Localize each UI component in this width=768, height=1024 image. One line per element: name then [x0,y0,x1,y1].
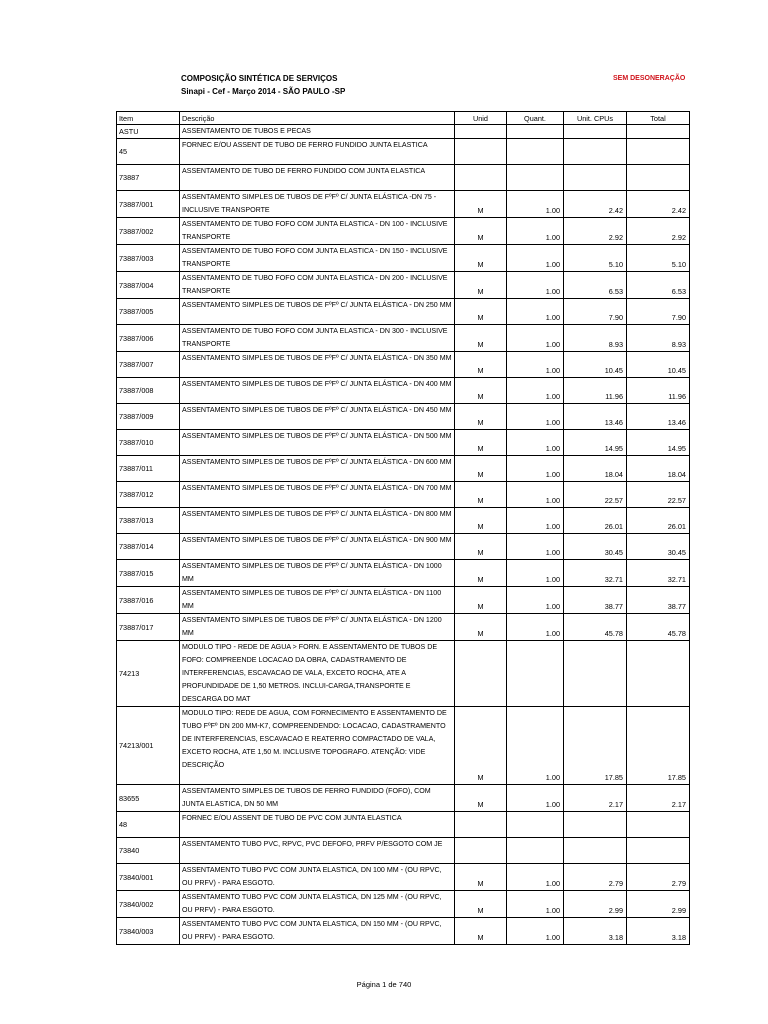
table-cell-quantity: 1.00 [507,918,564,945]
table-cell-unit: M [455,352,507,378]
table-cell-unit: M [455,707,507,785]
table-row [117,378,690,404]
table-row [117,785,690,812]
table-cell-description: MODULO TIPO: REDE DE AGUA, COM FORNECIMENTO E ASSENTAMENTO DE TUBO FºFº DN 200 MM-K7, COMPREENDENDO: LOCACAO, CADASTRAMENTO DE INTERFERENCIAS, ESCAVACAO E REATERRO COMPACTADO DE VALA, EXCETO ROCHA, ATE 1,50 M. INCLUSIVE TOPOGRAFO. ATENÇÃO: VIDE DESCRIÇÃO [180,707,455,785]
table-cell-total: 26.01 [627,508,690,534]
table-cell-quantity: 1.00 [507,534,564,560]
table-cell-quantity: 1.00 [507,614,564,641]
table-cell-item: 73887/003 [117,245,180,272]
table-cell-description: ASSENTAMENTO TUBO PVC COM JUNTA ELASTICA, DN 125 MM - (OU RPVC, OU PRFV) - PARA ESGOTO. [180,891,455,918]
table-cell-description: MODULO TIPO - REDE DE AGUA > FORN. E ASSENTAMENTO DE TUBOS DE FOFO: COMPREENDE LOCACAO DA OBRA, CADASTRAMENTO DE INTERFERENCIAS, ESCAVACAO DE VALA, EXCETO ROCHA, ATE A PROFUNDIDADE DE 1,50 METROS. INCLUI-CARGA,TRANSPORTE E DESCARGA DO MAT [180,641,455,707]
table-cell-total: 38.77 [627,587,690,614]
table-cell-quantity: 1.00 [507,560,564,587]
table-cell-unit-price: 2.17 [564,785,627,812]
table-cell-unit: M [455,785,507,812]
table-cell-quantity [507,139,564,165]
table-row [117,352,690,378]
table-cell-item: 73887/011 [117,456,180,482]
table-row [117,508,690,534]
table-row [117,430,690,456]
table-cell-unit [455,812,507,838]
table-cell-total: 6.53 [627,272,690,299]
col-header-quantity: Quant. [507,112,564,125]
table-cell-quantity: 1.00 [507,352,564,378]
table-cell-quantity: 1.00 [507,891,564,918]
table-cell-unit [455,838,507,864]
table-cell-quantity: 1.00 [507,587,564,614]
table-cell-quantity: 1.00 [507,378,564,404]
table-cell-description: ASSENTAMENTO SIMPLES DE TUBOS DE FºFº C/ JUNTA ELÁSTICA - DN 450 MM [180,404,455,430]
table-cell-unit: M [455,508,507,534]
table-cell-quantity: 1.00 [507,864,564,891]
table-cell-unit: M [455,864,507,891]
table-cell-description: ASSENTAMENTO SIMPLES DE TUBOS DE FºFº C/ JUNTA ELÁSTICA - DN 350 MM [180,352,455,378]
table-cell-unit-price: 26.01 [564,508,627,534]
table-cell-quantity: 1.00 [507,245,564,272]
col-header-description: Descrição [180,112,455,125]
table-cell-unit-price: 2.79 [564,864,627,891]
table-cell-unit-price: 14.95 [564,430,627,456]
table-cell-unit-price: 13.46 [564,404,627,430]
table-cell-item: 73887/013 [117,508,180,534]
table-row [117,707,690,785]
table-cell-quantity: 1.00 [507,404,564,430]
table-cell-quantity: 1.00 [507,508,564,534]
table-cell-total: 2.92 [627,218,690,245]
table-cell-item: 73887/014 [117,534,180,560]
table-header-row [117,112,690,125]
table-cell-description: ASSENTAMENTO SIMPLES DE TUBOS DE FºFº C/ JUNTA ELÁSTICA - DN 800 MM [180,508,455,534]
table-cell-unit-price: 6.53 [564,272,627,299]
table-cell-unit-price: 2.92 [564,218,627,245]
table-cell-total: 8.93 [627,325,690,352]
table-cell-description: ASSENTAMENTO DE TUBO FOFO COM JUNTA ELASTICA - DN 200 - INCLUSIVE TRANSPORTE [180,272,455,299]
table-cell-item: 73840 [117,838,180,864]
table-cell-unit: M [455,430,507,456]
table-row [117,139,690,165]
table-cell-item: 48 [117,812,180,838]
table-cell-unit [455,125,507,139]
table-cell-item: 73887/005 [117,299,180,325]
table-row [117,864,690,891]
table-row [117,891,690,918]
table-cell-unit: M [455,560,507,587]
table-cell-unit: M [455,245,507,272]
table-cell-unit-price: 30.45 [564,534,627,560]
table-cell-total: 17.85 [627,707,690,785]
table-cell-total [627,812,690,838]
table-cell-item: 74213/001 [117,707,180,785]
table-cell-unit-price [564,838,627,864]
table-cell-total [627,641,690,707]
table-cell-item: 73887/002 [117,218,180,245]
table-cell-description: ASSENTAMENTO DE TUBOS E PECAS [180,125,455,139]
table-cell-description: FORNEC E/OU ASSENT DE TUBO DE PVC COM JUNTA ELASTICA [180,812,455,838]
table-cell-unit-price: 3.18 [564,918,627,945]
table-cell-item: 73840/001 [117,864,180,891]
table-row [117,614,690,641]
table-cell-total: 14.95 [627,430,690,456]
table-cell-description: ASSENTAMENTO TUBO PVC, RPVC, PVC DEFOFO, PRFV P/ESGOTO COM JE [180,838,455,864]
table-cell-total: 45.78 [627,614,690,641]
table-cell-item: 73840/002 [117,891,180,918]
table-cell-item: 73887/007 [117,352,180,378]
table-cell-unit-price: 32.71 [564,560,627,587]
table-cell-total [627,165,690,191]
table-row [117,245,690,272]
table-cell-description: ASSENTAMENTO SIMPLES DE TUBOS DE FºFº C/ JUNTA ELÁSTICA - DN 1100 MM [180,587,455,614]
document-subtitle: Sinapi - Cef - Março 2014 - SÃO PAULO -SP [181,87,346,96]
table-cell-total [627,139,690,165]
table-cell-unit: M [455,404,507,430]
table-cell-quantity: 1.00 [507,325,564,352]
table-cell-unit: M [455,456,507,482]
table-cell-unit-price: 17.85 [564,707,627,785]
table-cell-unit-price: 7.90 [564,299,627,325]
table-cell-unit-price: 8.93 [564,325,627,352]
table-cell-description: ASSENTAMENTO SIMPLES DE TUBOS DE FºFº C/ JUNTA ELÁSTICA - DN 400 MM [180,378,455,404]
table-cell-quantity: 1.00 [507,299,564,325]
table-cell-description: ASSENTAMENTO SIMPLES DE TUBOS DE FºFº C/ JUNTA ELÁSTICA - DN 700 MM [180,482,455,508]
table-cell-description: ASSENTAMENTO TUBO PVC COM JUNTA ELASTICA, DN 100 MM - (OU RPVC, OU PRFV) - PARA ESGOTO. [180,864,455,891]
table-cell-total: 13.46 [627,404,690,430]
col-header-unit: Unid [455,112,507,125]
table-cell-unit-price [564,812,627,838]
table-cell-quantity: 1.00 [507,785,564,812]
table-cell-quantity [507,165,564,191]
table-cell-item: 83655 [117,785,180,812]
table-cell-item: 73840/003 [117,918,180,945]
table-cell-unit: M [455,614,507,641]
table-cell-item: 73887/016 [117,587,180,614]
status-badge: SEM DESONERAÇÃO [613,75,686,82]
table-cell-description: ASSENTAMENTO DE TUBO FOFO COM JUNTA ELASTICA - DN 100 - INCLUSIVE TRANSPORTE [180,218,455,245]
table-cell-quantity: 1.00 [507,218,564,245]
table-cell-total: 7.90 [627,299,690,325]
table-cell-item: 73887/017 [117,614,180,641]
table-cell-unit [455,165,507,191]
table-row [117,299,690,325]
table-row [117,482,690,508]
table-row [117,404,690,430]
table-cell-unit: M [455,587,507,614]
table-cell-unit: M [455,299,507,325]
table-cell-item: 73887/009 [117,404,180,430]
table-cell-description: ASSENTAMENTO SIMPLES DE TUBOS DE FºFº C/ JUNTA ELÁSTICA - DN 600 MM [180,456,455,482]
table-cell-quantity [507,125,564,139]
table-cell-unit-price: 18.04 [564,456,627,482]
table-cell-description: ASSENTAMENTO SIMPLES DE TUBOS DE FºFº C/ JUNTA ELÁSTICA -DN 75 - INCLUSIVE TRANSPORTE [180,191,455,218]
table-cell-unit: M [455,482,507,508]
table-cell-item: 74213 [117,641,180,707]
table-row [117,534,690,560]
table-cell-unit-price: 38.77 [564,587,627,614]
table-cell-quantity: 1.00 [507,456,564,482]
table-row [117,218,690,245]
table-cell-item: 45 [117,139,180,165]
table-cell-unit: M [455,218,507,245]
table-cell-total: 18.04 [627,456,690,482]
table-row [117,325,690,352]
table-cell-total: 11.96 [627,378,690,404]
table-cell-description: ASSENTAMENTO SIMPLES DE TUBOS DE FERRO FUNDIDO (FOFO), COM JUNTA ELASTICA, DN 50 MM [180,785,455,812]
table-row [117,456,690,482]
table-cell-total: 2.79 [627,864,690,891]
table-cell-unit-price: 2.99 [564,891,627,918]
table-cell-item: 73887/001 [117,191,180,218]
table-cell-item: 73887/012 [117,482,180,508]
table-row [117,165,690,191]
table-cell-unit: M [455,534,507,560]
table-cell-unit: M [455,191,507,218]
table-cell-quantity: 1.00 [507,482,564,508]
table-cell-total: 22.57 [627,482,690,508]
table-cell-total: 10.45 [627,352,690,378]
table-cell-total: 2.42 [627,191,690,218]
table-cell-total: 5.10 [627,245,690,272]
col-header-item: Item [117,112,180,125]
table-cell-description: ASSENTAMENTO TUBO PVC COM JUNTA ELASTICA, DN 150 MM - (OU RPVC, OU PRFV) - PARA ESGOTO. [180,918,455,945]
table-cell-unit-price: 5.10 [564,245,627,272]
table-cell-item: 73887/004 [117,272,180,299]
table-cell-description: ASSENTAMENTO SIMPLES DE TUBOS DE FºFº C/ JUNTA ELÁSTICA - DN 1000 MM [180,560,455,587]
table-cell-description: ASSENTAMENTO SIMPLES DE TUBOS DE FºFº C/ JUNTA ELÁSTICA - DN 250 MM [180,299,455,325]
compositions-table [116,111,690,945]
table-cell-total: 2.99 [627,891,690,918]
table-cell-description: ASSENTAMENTO SIMPLES DE TUBOS DE FºFº C/ JUNTA ELÁSTICA - DN 1200 MM [180,614,455,641]
table-cell-quantity: 1.00 [507,707,564,785]
table-cell-quantity [507,812,564,838]
table-cell-unit: M [455,378,507,404]
table-cell-unit: M [455,891,507,918]
table-row [117,191,690,218]
table-cell-item: ASTU [117,125,180,139]
table-cell-unit-price [564,641,627,707]
table-cell-unit-price: 2.42 [564,191,627,218]
col-header-unit-price: Unit. CPUs [564,112,627,125]
table-row [117,918,690,945]
table-cell-total: 30.45 [627,534,690,560]
table-cell-unit-price: 45.78 [564,614,627,641]
table-cell-unit-price [564,165,627,191]
table-row [117,838,690,864]
table-cell-description: ASSENTAMENTO SIMPLES DE TUBOS DE FºFº C/ JUNTA ELÁSTICA - DN 900 MM [180,534,455,560]
table-cell-description: ASSENTAMENTO DE TUBO FOFO COM JUNTA ELASTICA - DN 300 - INCLUSIVE TRANSPORTE [180,325,455,352]
table-cell-quantity [507,838,564,864]
table-cell-description: ASSENTAMENTO DE TUBO DE FERRO FUNDIDO COM JUNTA ELASTICA [180,165,455,191]
table-cell-total [627,125,690,139]
table-cell-total [627,838,690,864]
table-row [117,587,690,614]
table-cell-unit: M [455,325,507,352]
table-row [117,125,690,139]
table-cell-item: 73887/010 [117,430,180,456]
table-cell-unit: M [455,918,507,945]
table-row [117,272,690,299]
table-cell-unit-price [564,125,627,139]
table-cell-unit-price [564,139,627,165]
page-number: Página 1 de 740 [356,980,412,989]
table-row [117,560,690,587]
table-cell-quantity: 1.00 [507,272,564,299]
table-cell-total: 32.71 [627,560,690,587]
table-cell-item: 73887/006 [117,325,180,352]
table-cell-total: 3.18 [627,918,690,945]
table-cell-unit [455,641,507,707]
table-body [117,125,690,945]
table-cell-quantity [507,641,564,707]
table-cell-quantity: 1.00 [507,430,564,456]
table-cell-description: FORNEC E/OU ASSENT DE TUBO DE FERRO FUNDIDO JUNTA ELASTICA [180,139,455,165]
table-cell-unit-price: 22.57 [564,482,627,508]
table-cell-unit: M [455,272,507,299]
table-cell-unit-price: 11.96 [564,378,627,404]
col-header-total: Total [627,112,690,125]
table-cell-description: ASSENTAMENTO SIMPLES DE TUBOS DE FºFº C/ JUNTA ELÁSTICA - DN 500 MM [180,430,455,456]
table-row [117,812,690,838]
table-cell-item: 73887 [117,165,180,191]
table-cell-item: 73887/008 [117,378,180,404]
table-row [117,641,690,707]
table-cell-total: 2.17 [627,785,690,812]
table-cell-item: 73887/015 [117,560,180,587]
table-cell-description: ASSENTAMENTO DE TUBO FOFO COM JUNTA ELASTICA - DN 150 - INCLUSIVE TRANSPORTE [180,245,455,272]
document-title: COMPOSIÇÃO SINTÉTICA DE SERVIÇOS [181,74,338,83]
table-cell-quantity: 1.00 [507,191,564,218]
table-cell-unit-price: 10.45 [564,352,627,378]
table-cell-unit [455,139,507,165]
